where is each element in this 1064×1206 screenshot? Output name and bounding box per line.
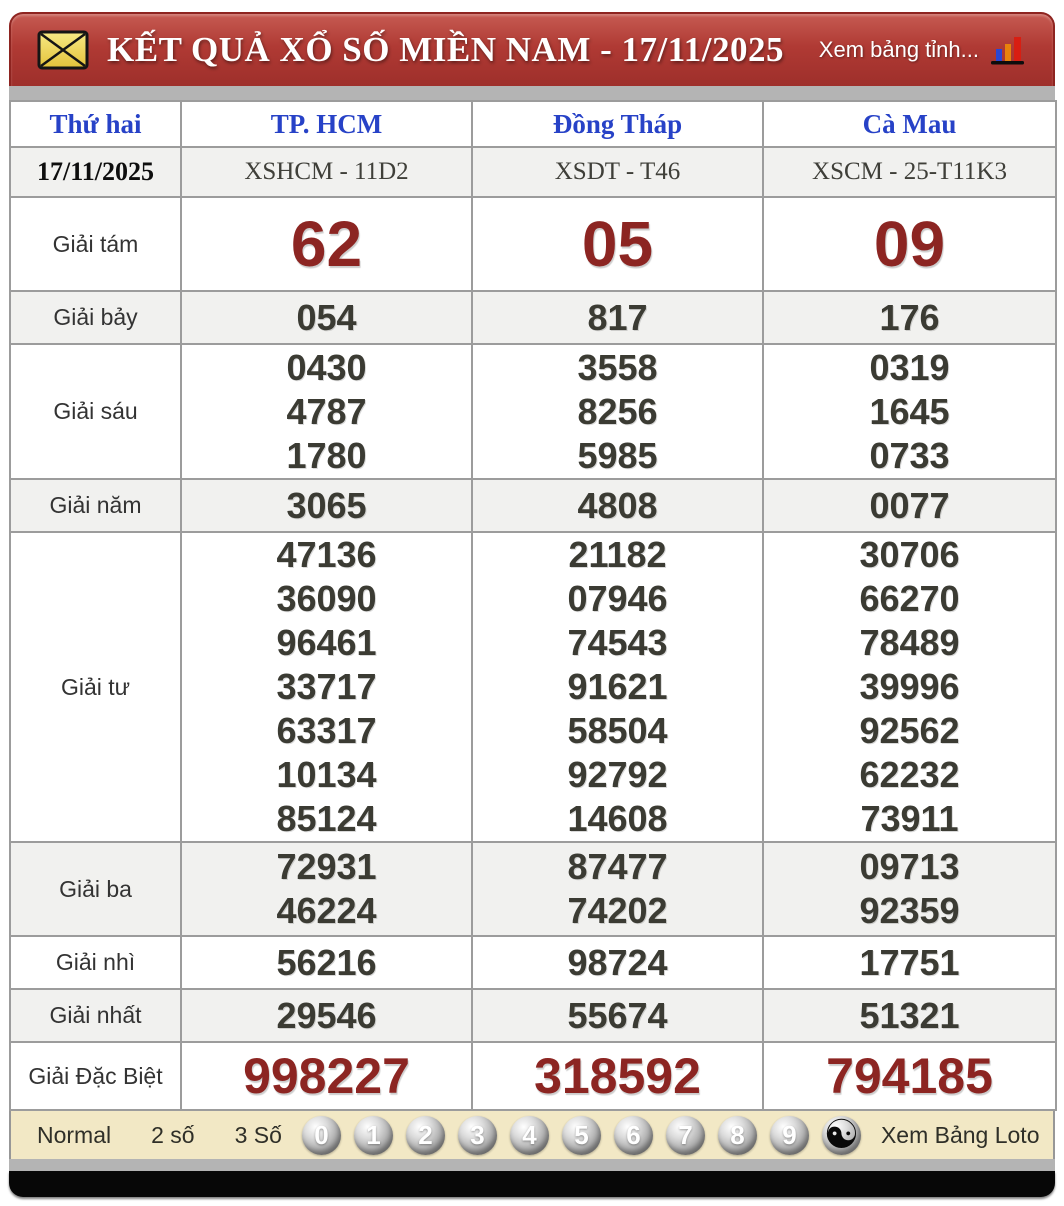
- prize-number: 794185: [826, 1048, 993, 1104]
- prize-number: 1780: [286, 434, 367, 476]
- prize-numbers-cell: [181, 197, 472, 291]
- draw-code-ca-mau: XSCM - 25-T11K3: [763, 147, 1056, 197]
- digit-ball-3[interactable]: 3: [458, 1116, 497, 1155]
- draw-date: 17/11/2025: [10, 147, 181, 197]
- prize-label: Giải tư: [10, 532, 181, 842]
- prize-label: Giải năm: [10, 479, 181, 532]
- digit-ball-5[interactable]: 5: [562, 1116, 601, 1155]
- bottom-black-bar: [9, 1171, 1055, 1197]
- prize-number: 3558: [577, 346, 658, 388]
- prize-numbers-cell: [763, 291, 1056, 344]
- prize-number: 62: [290, 208, 363, 280]
- prize-numbers-cell: [472, 936, 763, 989]
- prize-number: 92562: [859, 710, 960, 751]
- prize-numbers-cell: [763, 936, 1056, 989]
- province-link-ca-mau[interactable]: Cà Mau: [763, 101, 1056, 147]
- province-table-link[interactable]: [819, 34, 1027, 66]
- prize-number: 58504: [567, 710, 668, 751]
- top-gray-band: [9, 86, 1055, 100]
- prize-row: [10, 842, 1056, 936]
- bar-chart-icon: [989, 34, 1027, 66]
- prize-number: 0733: [869, 434, 950, 476]
- prize-row: [10, 291, 1056, 344]
- prize-number: 63317: [276, 710, 377, 751]
- prize-numbers-cell: [472, 344, 763, 479]
- prize-numbers-cell: [181, 291, 472, 344]
- prize-number: 0430: [286, 346, 367, 388]
- prize-number: 10134: [276, 754, 377, 795]
- loto-toolbar: [9, 1111, 1055, 1159]
- lottery-results-widget: [9, 12, 1055, 1197]
- prize-label: Giải nhì: [10, 936, 181, 989]
- prize-numbers-cell: [763, 344, 1056, 479]
- prize-number: 96461: [276, 622, 377, 663]
- prize-row: [10, 532, 1056, 842]
- results-table: [9, 100, 1057, 1111]
- prize-number: 74543: [567, 622, 668, 663]
- province-link-hcm[interactable]: TP. HCM: [181, 101, 472, 147]
- prize-number: 72931: [276, 846, 377, 887]
- loto-table-link[interactable]: Xem Bảng Loto: [880, 1121, 1040, 1148]
- prize-number: 73911: [860, 798, 959, 839]
- prize-numbers-cell: [472, 291, 763, 344]
- prize-number: 998227: [243, 1048, 410, 1104]
- prize-number: 29546: [276, 994, 377, 1036]
- draw-code-dong-thap: XSDT - T46: [472, 147, 763, 197]
- prize-row: [10, 344, 1056, 479]
- yin-yang-ball[interactable]: ☯: [823, 1113, 860, 1157]
- prize-number: 3065: [286, 484, 367, 526]
- prize-number: 054: [296, 296, 357, 338]
- prize-number: 91621: [567, 666, 668, 707]
- prize-label: Giải sáu: [10, 344, 181, 479]
- prize-number: 30706: [859, 534, 960, 575]
- mode-3-digit[interactable]: 3 Số: [234, 1121, 282, 1148]
- prize-numbers-cell: [763, 197, 1056, 291]
- prize-label: Giải ba: [10, 842, 181, 936]
- prize-number: 92792: [567, 754, 668, 795]
- prize-rows: [10, 197, 1056, 1110]
- digit-ball-1[interactable]: 1: [354, 1116, 393, 1155]
- prize-number: 176: [879, 296, 940, 338]
- prize-row: [10, 1042, 1056, 1110]
- prize-number: 4787: [286, 390, 367, 432]
- prize-number: 1645: [869, 390, 950, 432]
- digit-ball-0[interactable]: 0: [302, 1116, 341, 1155]
- prize-numbers-cell: [472, 989, 763, 1042]
- prize-number: 46224: [276, 890, 377, 931]
- digit-ball-7[interactable]: 7: [666, 1116, 705, 1155]
- page-title: KẾT QUẢ XỔ SỐ MIỀN NAM - 17/11/2025: [107, 30, 785, 69]
- prize-numbers-cell: [181, 344, 472, 479]
- prize-numbers-cell: [181, 989, 472, 1042]
- province-table-link-label: Xem bảng tỉnh...: [818, 37, 979, 62]
- digit-ball-9[interactable]: 9: [770, 1116, 809, 1155]
- prize-numbers-cell: [763, 842, 1056, 936]
- prize-number: 0319: [869, 346, 950, 388]
- prize-label: Giải tám: [10, 197, 181, 291]
- province-header-row: [10, 101, 1056, 147]
- prize-numbers-cell: [763, 532, 1056, 842]
- prize-number: 07946: [567, 578, 668, 619]
- prize-numbers-cell: [472, 479, 763, 532]
- prize-number: 39996: [859, 666, 960, 707]
- mode-2-digit[interactable]: 2 số: [151, 1121, 195, 1148]
- prize-label: Giải nhất: [10, 989, 181, 1042]
- digit-ball-2[interactable]: 2: [406, 1116, 445, 1155]
- province-link-dong-thap[interactable]: Đồng Tháp: [472, 101, 763, 147]
- prize-number: 17751: [859, 941, 960, 983]
- weekday-link[interactable]: Thứ hai: [10, 101, 181, 147]
- digit-ball-6[interactable]: 6: [614, 1116, 653, 1155]
- prize-number: 36090: [276, 578, 377, 619]
- prize-numbers-cell: [763, 479, 1056, 532]
- prize-number: 05: [581, 208, 654, 280]
- prize-label: Giải bảy: [10, 291, 181, 344]
- prize-number: 0077: [869, 484, 950, 526]
- prize-number: 09713: [859, 846, 960, 887]
- digit-ball-4[interactable]: 4: [510, 1116, 549, 1155]
- prize-label: Giải Đặc Biệt: [10, 1042, 181, 1110]
- prize-numbers-cell: [181, 532, 472, 842]
- prize-row: [10, 197, 1056, 291]
- prize-numbers-cell: [472, 842, 763, 936]
- prize-number: 85124: [276, 798, 377, 839]
- prize-number: 47136: [276, 534, 377, 575]
- prize-number: 62232: [859, 754, 960, 795]
- prize-numbers-cell: [763, 1042, 1056, 1110]
- prize-numbers-cell: [181, 936, 472, 989]
- prize-number: 92359: [859, 890, 960, 931]
- prize-number: 5985: [577, 434, 658, 476]
- prize-number: 98724: [567, 941, 668, 983]
- prize-numbers-cell: [181, 479, 472, 532]
- header-bar: [9, 12, 1055, 86]
- prize-number: 78489: [859, 622, 960, 663]
- prize-number: 4808: [577, 484, 658, 526]
- prize-numbers-cell: [472, 1042, 763, 1110]
- draw-code-hcm: XSHCM - 11D2: [181, 147, 472, 197]
- prize-numbers-cell: [472, 197, 763, 291]
- prize-row: [10, 989, 1056, 1042]
- prize-number: 21182: [568, 534, 667, 575]
- prize-row: [10, 936, 1056, 989]
- prize-numbers-cell: [763, 989, 1056, 1042]
- prize-numbers-cell: [472, 532, 763, 842]
- prize-number: 33717: [276, 666, 377, 707]
- digit-ball-8[interactable]: 8: [718, 1116, 757, 1155]
- prize-number: 8256: [577, 390, 658, 432]
- prize-numbers-cell: [181, 1042, 472, 1110]
- prize-number: 56216: [276, 941, 377, 983]
- prize-number: 55674: [567, 994, 668, 1036]
- prize-number: 09: [873, 208, 946, 280]
- bottom-gray-band: [9, 1159, 1055, 1171]
- prize-row: [10, 479, 1056, 532]
- prize-number: 817: [587, 296, 648, 338]
- prize-number: 14608: [567, 798, 668, 839]
- prize-number: 74202: [567, 890, 668, 931]
- prize-number: 66270: [859, 578, 960, 619]
- prize-number: 87477: [567, 846, 668, 887]
- prize-number: 318592: [534, 1048, 701, 1104]
- mode-normal[interactable]: Normal: [37, 1121, 112, 1148]
- prize-number: 51321: [859, 994, 960, 1036]
- envelope-icon[interactable]: [37, 30, 89, 70]
- draw-code-row: [10, 147, 1056, 197]
- digit-balls: [302, 1113, 861, 1157]
- prize-numbers-cell: [181, 842, 472, 936]
